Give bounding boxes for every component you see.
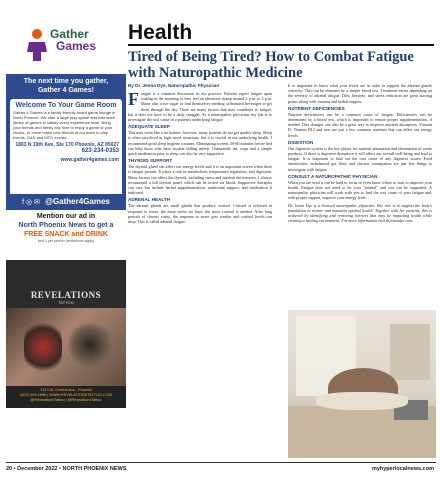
footer-separator-2: •: [59, 466, 63, 472]
gather-website[interactable]: www.gather4games.com: [60, 157, 119, 163]
revelations-subtitle: TATTOO: [58, 300, 74, 305]
tired-woman-photo: [288, 310, 436, 458]
heading-consult: CONSULT A NATUROPATHIC PHYSICIAN: [288, 173, 378, 179]
revelations-phone-web[interactable]: (602) 909-1896 | WWW.REVELATIONSTATTOO.COM: [20, 393, 112, 397]
text-consult: When you are tired it can be hard to focus or even know where to start to improve your health. Fatigue does not need to be your "normal" and you can be supported. A naturopathic physician will work with you to find the root cause of your fatigue and, with proper support, improve your energy level.: [288, 179, 432, 201]
welcome-box: [10, 99, 122, 199]
mention-ad: [6, 212, 126, 258]
tattoo-art-2: [68, 320, 112, 370]
footer-rule: [6, 462, 436, 463]
meeple-logo-icon: [26, 28, 48, 62]
article-headline: Tired of Being Tired? How to Combat Fatigue with Naturopathic Medicine: [128, 49, 414, 81]
gather-games-logo-text: [50, 28, 96, 52]
social-media-icons: f ◎ ✉: [22, 199, 40, 206]
photo-person-arms: [316, 392, 408, 410]
heading-thyroid: THYROID SUPPORT: [128, 158, 173, 164]
article-column-1: [128, 91, 272, 226]
author-bio: Dr. Jenna Dye is a licensed naturopathic physician. Her role is to support the body's foundation to restore and maintain optimal health. Together with her patients, this is achieved by identifying and removing barriers that may be impacting health while creating a healing environment. For more information visit drjennadye.com.: [288, 202, 432, 224]
page-number: 20: [6, 466, 13, 472]
gather-tagline-1: The next time you gather,: [23, 78, 109, 85]
revelations-title: REVELATIONS: [30, 290, 102, 300]
article-column-2: [288, 83, 432, 225]
mention-line-2: North Phoenix News to get a: [18, 222, 114, 229]
text-sleep: This may seem like a no brainer; however, many patients do not get quality sleep. Sleep is often sacrificed in high stress situations, but it is crucial in our underlying health. I recommend good sleep hygiene routines. Eliminating screens 30-60 minutes before bed can help those who have trouble falling asleep. Chamomile tea, yoga and a simple quick meditation prior to sleep can also be very supportive.: [128, 130, 272, 157]
mention-fine-print: limit 1 per person (restrictions apply): [37, 239, 95, 243]
heading-digestion: DIGESTION: [288, 139, 314, 145]
welcome-text: Gather 4 Games is a family friendly board game lounge in North Phoenix. We offer a large play space and extensive library of games to satisfy every experience level. Bring your friends and family any time to enjoy a game of your choice, or come make new friends at our learn to play events, D&D and MTG events.: [13, 110, 116, 140]
heading-sleep: ADEQUATE SLEEP: [128, 124, 170, 130]
welcome-title: Welcome To Your Game Room: [15, 102, 117, 109]
issue-date: December 2022: [17, 466, 58, 472]
publication-name: NORTH PHOENIX NEWS: [62, 466, 127, 472]
heading-nutrient: NUTRIENT DEFICIENCIES: [288, 105, 345, 111]
footer-left: [6, 466, 126, 473]
intro-paragraph: [128, 91, 272, 122]
text-digestion: Our digestive system is the key player for nutrient absorption and elimination of waste products. If there is digestive disruption it will affect our overall well-being and lead to fatigue. It is important to find out the root cause of any digestive issues. Food sensitivities, imbalanced gut flora, and chronic constipation are just few things to investigate with fatigue.: [288, 145, 432, 172]
revelations-tattoo-ad[interactable]: [6, 260, 126, 408]
section-rule: [128, 44, 434, 46]
revelations-address: 1213 W. Central Ave., Phoenix: [40, 388, 92, 392]
tattoo-art-1: [24, 318, 62, 376]
text-nutrient: Nutrient deficiencies can be a common cause of fatigue. Deficiencies can be determined by a blood test, which is important to ensure proper supplementation, if needed. Diet changes can also be a great way to improve nutrient absorption. Vitamin D, Vitamin B12 and iron are just a few common nutrients that can affect our energy levels.: [288, 111, 432, 138]
text-thyroid: The thyroid gland can affect our energy levels and it is an important screen when there is fatigue present. It plays a role in metabolism, temperature regulation, and digestion. Many factors can affect the thyroid, including stress and nutrient deficiencies. I always recommend a full thyroid panel, which can be tested via blood. Supportive therapies can vary but include herbal supplementation, nutritional support, and medication if indicated.: [128, 164, 272, 196]
gather-social-handle: @Gather4Games: [45, 197, 110, 206]
section-title: Health: [128, 21, 193, 44]
gather-games-ad[interactable]: [6, 20, 126, 210]
mention-line-1: Mention our ad in: [36, 213, 96, 220]
revelations-social[interactable]: @RevelationsTattoo | @RevelationsTattoo: [30, 398, 102, 402]
logo-line-1: Gather: [50, 27, 89, 41]
footer-website[interactable]: myhyperlocalnews.com: [371, 466, 434, 472]
intro-text: atigue is a common discussion in my practice. Patients report fatigue upon waking in the morning or they feel an afternoon slump around 2 p.m. to 4 p.m. Many also crave sugar or find themselves needing caffeinated beverages to get them through the day. There are many factors that may contribute to fatigue, but it does not have to be a daily struggle. As a naturopathic physician, my job is to investigate the root cause of a patient's underlying fatigue.: [128, 91, 272, 123]
gather-phone: 623-234-0353: [81, 148, 119, 154]
heading-adrenal: ADRENAL HEALTH: [128, 197, 170, 203]
mention-line-3: FREE SNACK and DRINK: [23, 231, 108, 238]
revelations-info: [6, 386, 126, 408]
photo-shelf: [390, 324, 430, 380]
footer-separator: •: [13, 466, 18, 472]
logo-line-2: Games: [56, 39, 97, 53]
gather-tagline-2: Gather 4 Games!: [37, 87, 95, 94]
gather-address: 1803 N 19th Ave, Ste 170 Phoenix, AZ 85027: [15, 142, 119, 148]
text-adrenal: The adrenal glands are small glands that produce cortisol. Cortisol is released in response to stress; the more stress we have, the more cortisol is needed. After long periods of chronic stress, the response to stress gets weaker and cortisol levels can drop. This is called adrenal fatigue.: [128, 203, 272, 225]
gather-games-logo-band: [6, 20, 126, 74]
article-byline: By Dr. Jenna Dye, Naturopathic Physician: [128, 83, 220, 88]
drop-cap: F: [128, 89, 139, 109]
gather-social-bar[interactable]: [6, 194, 126, 210]
col2-intro: It is important to know what your levels are in order to support the adrenal glands correctly. This can be obtained by a simple blood test. Treatment varies depending on the severity of adrenal fatigue. Diet, lifestyle, and stress reduction are great starting points along with vitamin and herbal support.: [288, 83, 432, 104]
